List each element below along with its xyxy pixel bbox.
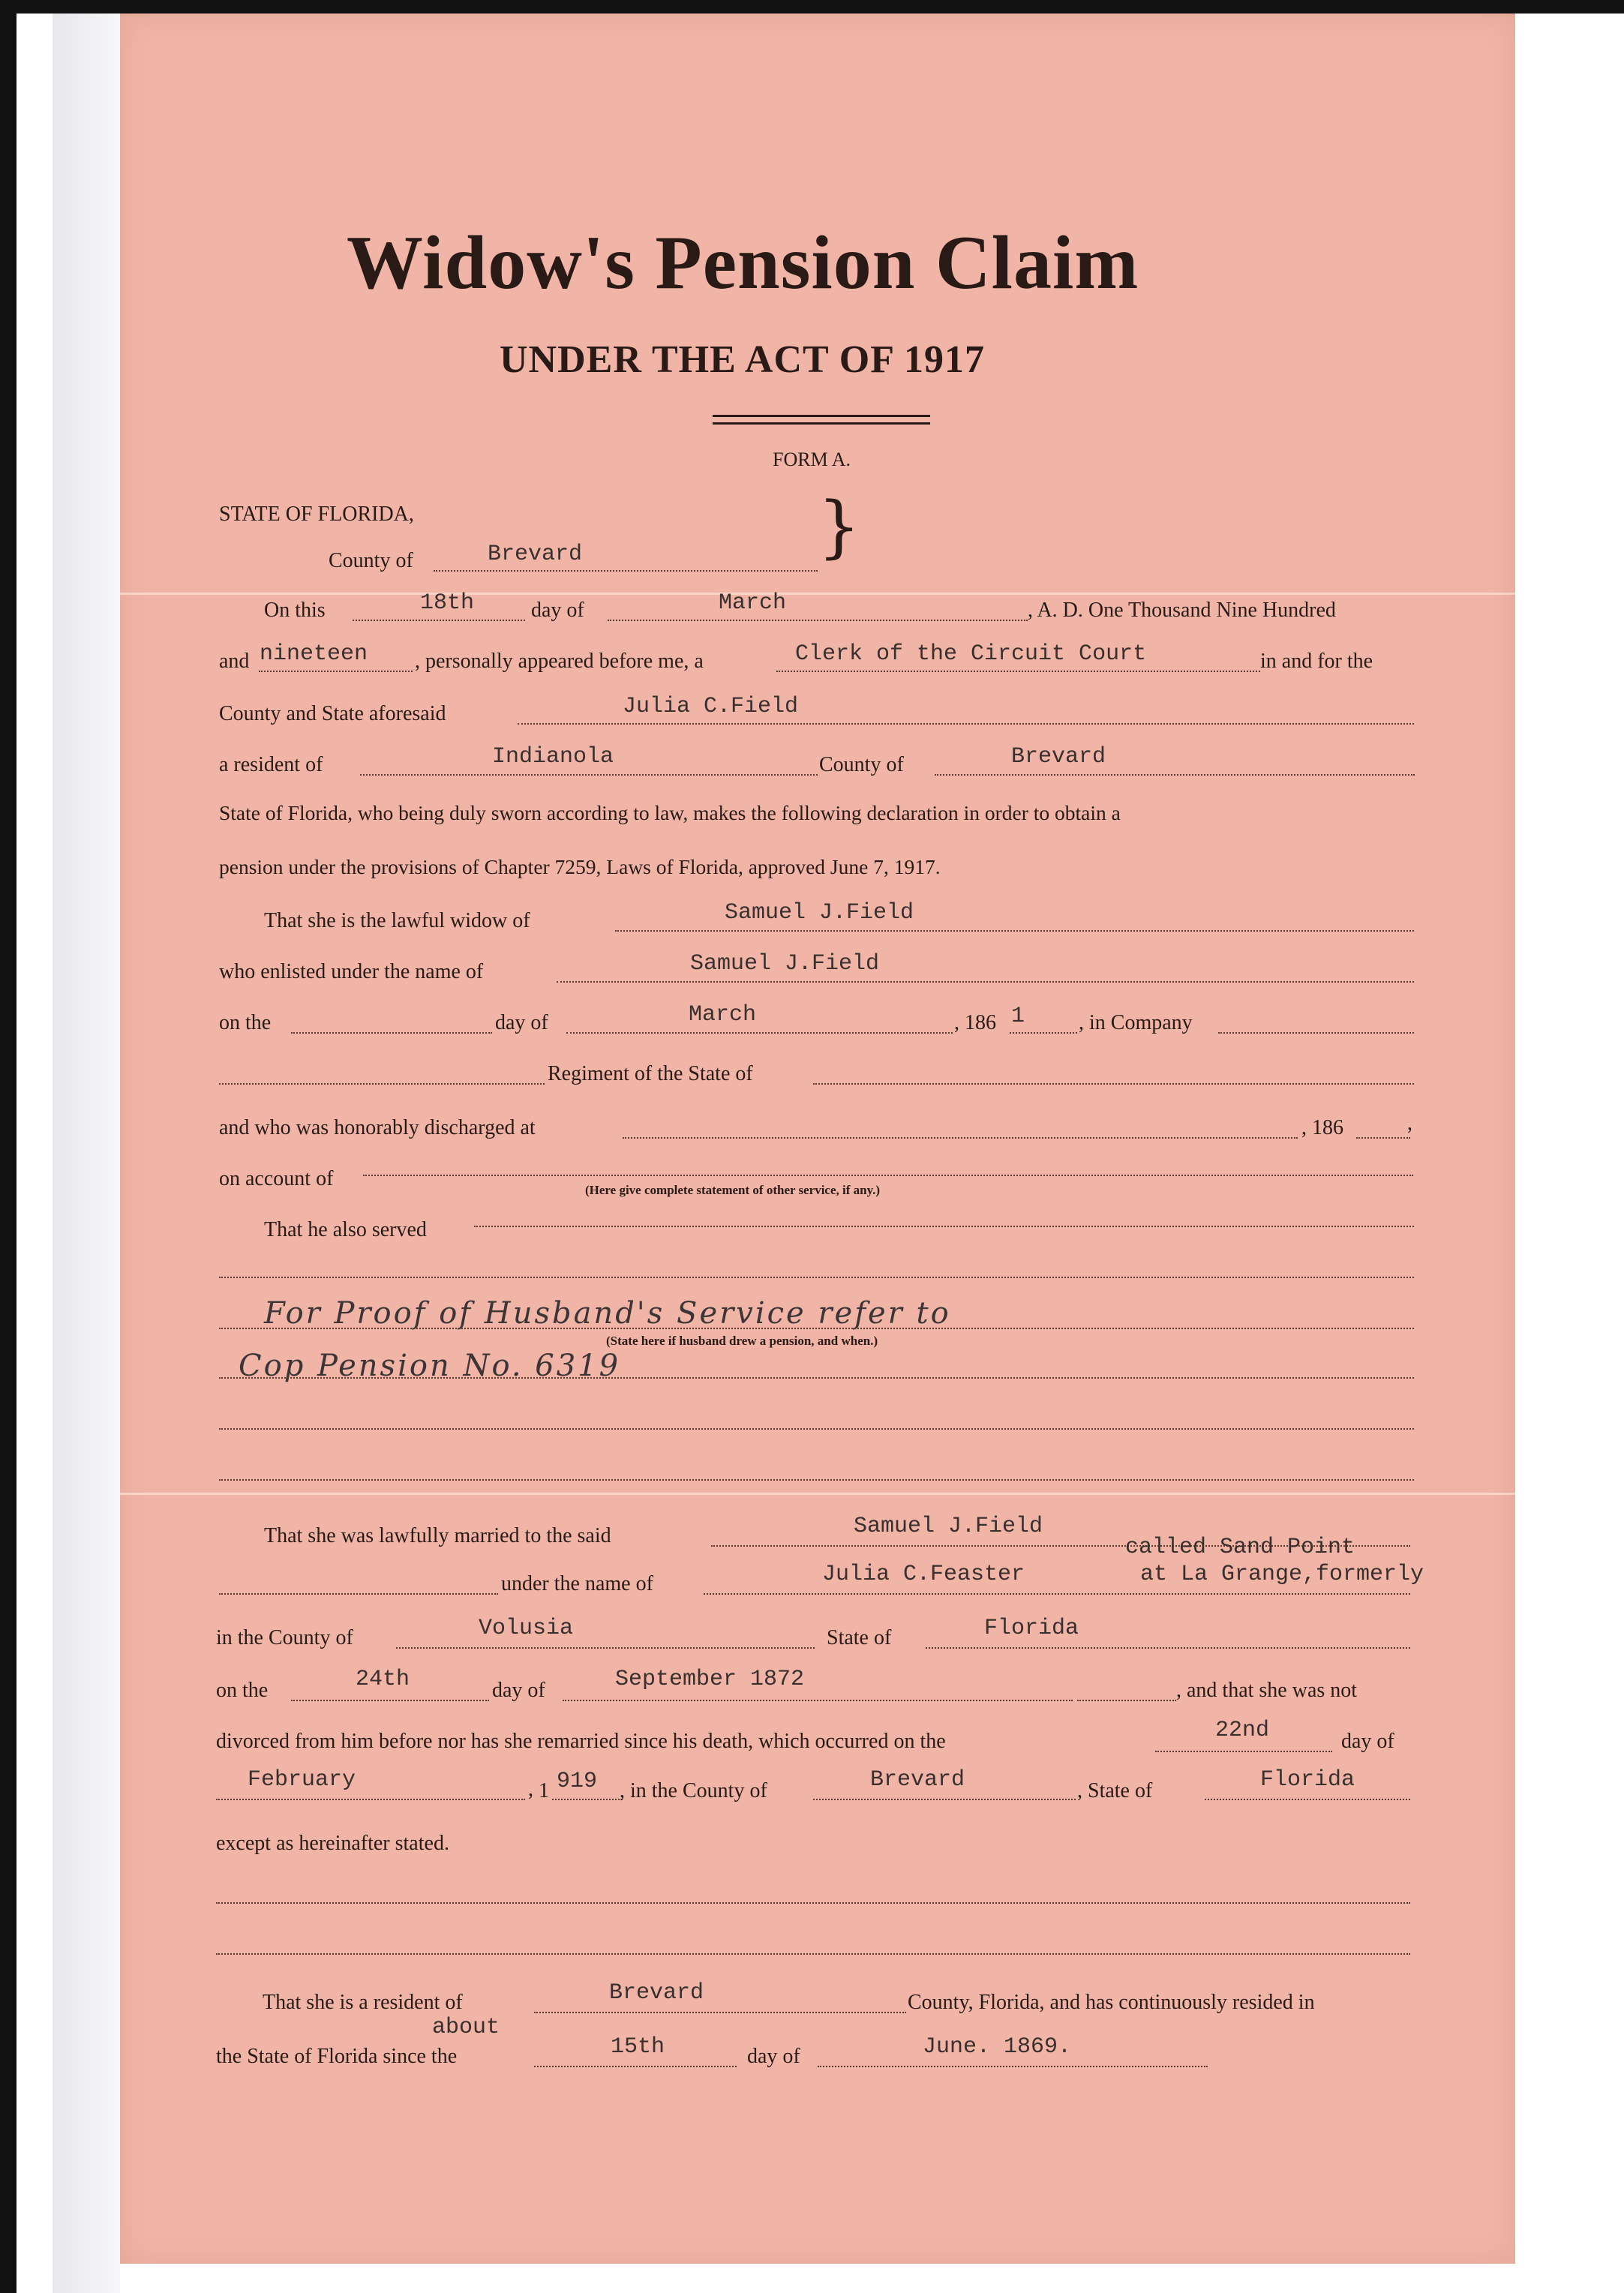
resident-of-label: That she is a resident of xyxy=(263,1991,463,2014)
death-state-line xyxy=(1205,1799,1410,1800)
paper-fold xyxy=(120,593,1515,595)
married-county-value: Volusia xyxy=(479,1616,574,1641)
on-the-label-2: on the xyxy=(216,1679,269,1702)
on-the-label: on the xyxy=(219,1011,272,1034)
claimant-value: Julia C.Field xyxy=(623,694,799,719)
husband-line xyxy=(615,930,1414,932)
also-served-line xyxy=(474,1226,1414,1227)
day-of-label-4: day of xyxy=(1341,1730,1394,1753)
blank-line xyxy=(219,1479,1414,1481)
day-of-label: day of xyxy=(531,599,584,622)
place-note-line-2: at La Grange,formerly xyxy=(1140,1562,1424,1587)
title-rule xyxy=(713,422,930,425)
scanner-top-edge xyxy=(0,0,1624,14)
personally-label: , personally appeared before me, a xyxy=(415,650,704,673)
enlist-month-line xyxy=(566,1032,953,1034)
paper-fold xyxy=(120,1493,1515,1495)
about-value: about xyxy=(432,2015,500,2040)
title-rule xyxy=(713,415,930,417)
enlist-year-digit: 1 xyxy=(1011,1004,1025,1029)
blank-line xyxy=(219,1277,1414,1278)
blank-line xyxy=(216,1953,1410,1955)
residence-line xyxy=(360,774,818,776)
blank-line xyxy=(216,1902,1410,1904)
enlisted-label: who enlisted under the name of xyxy=(219,960,484,983)
form-subtitle: UNDER THE ACT OF 1917 xyxy=(500,338,986,381)
county-florida-label: County, Florida, and has continuously resided in xyxy=(908,1991,1315,2014)
company-line xyxy=(1218,1032,1414,1034)
resident-county-line xyxy=(534,2012,906,2013)
married-day-line xyxy=(291,1700,489,1701)
county-line xyxy=(434,570,818,572)
form-title: Widow's Pension Claim xyxy=(347,221,1139,305)
on-account-label: on account of xyxy=(219,1167,334,1190)
death-county-line xyxy=(813,1799,1076,1800)
month-line xyxy=(608,620,1028,621)
except-label: except as hereinafter stated. xyxy=(216,1832,449,1855)
year-186-label: , 186 xyxy=(954,1011,996,1034)
blank-line xyxy=(219,1428,1414,1430)
married-state-value: Florida xyxy=(984,1616,1079,1641)
state-label: STATE OF FLORIDA, xyxy=(219,503,414,526)
married-month-value: September 1872 xyxy=(615,1667,805,1692)
death-year-value: 919 xyxy=(557,1769,598,1794)
comma: , xyxy=(1407,1112,1412,1135)
regiment-line xyxy=(219,1083,545,1085)
day-of-label-5: day of xyxy=(747,2045,800,2068)
death-county-value: Brevard xyxy=(870,1767,965,1793)
aforesaid-label: County and State aforesaid xyxy=(219,702,446,725)
company-label: , in Company xyxy=(1079,1011,1193,1034)
day-of-label-2: day of xyxy=(495,1011,548,1034)
county-of-label-2: County of xyxy=(819,753,904,776)
discharged-line xyxy=(623,1137,1298,1139)
since-month-value: June. 1869. xyxy=(923,2034,1072,2060)
in-county-label: in the County of xyxy=(216,1626,353,1649)
county-value: Brevard xyxy=(488,542,583,567)
since-label: the State of Florida since the xyxy=(216,2045,458,2068)
regiment-label: Regiment of the State of xyxy=(548,1062,753,1085)
state-of-label: State of xyxy=(827,1626,892,1649)
resident-county-value: Brevard xyxy=(609,1980,704,2006)
married-to-label: That she was lawfully married to the said xyxy=(264,1524,611,1547)
and-label: and xyxy=(219,650,250,673)
form-designation: FORM A. xyxy=(773,449,851,470)
officer-line xyxy=(776,671,1260,672)
death-year-line xyxy=(552,1799,623,1800)
death-day-value: 22nd xyxy=(1215,1718,1270,1743)
declaration-line-1: State of Florida, who being duly sworn according to law, makes the following declaration in order to obtain a xyxy=(219,801,1121,824)
ad-text: , A. D. One Thousand Nine Hundred xyxy=(1028,599,1336,622)
maiden-name-value: Julia C.Feaster xyxy=(822,1562,1025,1587)
death-year-prefix: 1 xyxy=(539,1779,549,1802)
married-to-value: Samuel J.Field xyxy=(854,1514,1043,1539)
declaration-line-2: pension under the provisions of Chapter 7259, Laws of Florida, approved June 7, 1917. xyxy=(219,855,941,878)
married-extra-line xyxy=(1077,1700,1176,1701)
claimant-line xyxy=(518,723,1414,725)
resident-label: a resident of xyxy=(219,753,323,776)
handwritten-note-line-1: For Proof of Husband's Service refer to xyxy=(264,1296,951,1331)
pension-note: (State here if husband drew a pension, and when.) xyxy=(606,1334,878,1348)
divorced-line-text: divorced from him before nor has she remarried since his death, which occurred on the xyxy=(216,1730,946,1753)
day-line xyxy=(353,620,525,621)
other-service-note: (Here give complete statement of other service, if any.) xyxy=(585,1183,881,1197)
widow-of-label: That she is the lawful widow of xyxy=(264,909,530,932)
under-name-pre-line xyxy=(219,1593,498,1595)
blank-line xyxy=(219,1377,1414,1379)
paper-backing-edge xyxy=(53,14,120,2293)
married-month-line xyxy=(563,1700,1073,1701)
married-state-line xyxy=(926,1647,1410,1649)
county-brace: } xyxy=(818,488,861,566)
enlisted-value: Samuel J.Field xyxy=(690,951,880,977)
year-word-value: nineteen xyxy=(260,641,368,667)
death-day-line xyxy=(1155,1751,1332,1752)
husband-value: Samuel J.Field xyxy=(725,900,914,926)
maiden-name-line xyxy=(704,1593,1410,1595)
day-value: 18th xyxy=(420,590,475,616)
officer-value: Clerk of the Circuit Court xyxy=(795,641,1147,667)
residence-county-line xyxy=(935,774,1415,776)
enlist-day-line xyxy=(291,1032,492,1034)
scanner-left-edge xyxy=(0,0,17,2293)
year-word-line xyxy=(259,671,413,672)
enlisted-line xyxy=(557,981,1414,983)
death-month-value: February xyxy=(248,1767,356,1793)
in-county-label-2: , in the County of xyxy=(620,1779,767,1802)
month-value: March xyxy=(719,590,787,616)
day-of-label-3: day of xyxy=(492,1679,545,1702)
since-day-value: 15th xyxy=(611,2034,665,2060)
year-186b-label: , 186 xyxy=(1301,1116,1343,1139)
since-month-line xyxy=(818,2066,1208,2067)
married-county-line xyxy=(396,1647,815,1649)
death-state-value: Florida xyxy=(1260,1767,1355,1793)
enlist-year-line xyxy=(1010,1032,1077,1034)
since-day-line xyxy=(534,2066,737,2067)
in-and-for-label: in and for the xyxy=(1260,650,1373,673)
pension-line xyxy=(219,1328,1414,1329)
regiment-state-line xyxy=(813,1083,1414,1085)
handwritten-note-line-2: Cop Pension No. 6319 xyxy=(239,1349,621,1383)
discharged-year-line xyxy=(1356,1137,1410,1139)
residence-county-value: Brevard xyxy=(1011,744,1106,770)
place-note-line-1: called Sand Point xyxy=(1125,1535,1355,1560)
comma-1: , xyxy=(528,1778,533,1801)
enlist-month-value: March xyxy=(689,1002,757,1028)
married-day-value: 24th xyxy=(356,1667,410,1692)
under-name-label: under the name of xyxy=(501,1572,653,1595)
residence-value: Indianola xyxy=(492,744,614,770)
death-month-line xyxy=(216,1799,525,1800)
state-of-label-2: , State of xyxy=(1077,1779,1153,1802)
on-this-label: On this xyxy=(264,599,326,622)
also-served-label: That he also served xyxy=(264,1218,427,1241)
county-label: County of xyxy=(329,549,413,572)
on-account-line xyxy=(363,1175,1413,1176)
not-divorced-label: , and that she was not xyxy=(1176,1679,1358,1702)
discharged-label: and who was honorably discharged at xyxy=(219,1116,536,1139)
